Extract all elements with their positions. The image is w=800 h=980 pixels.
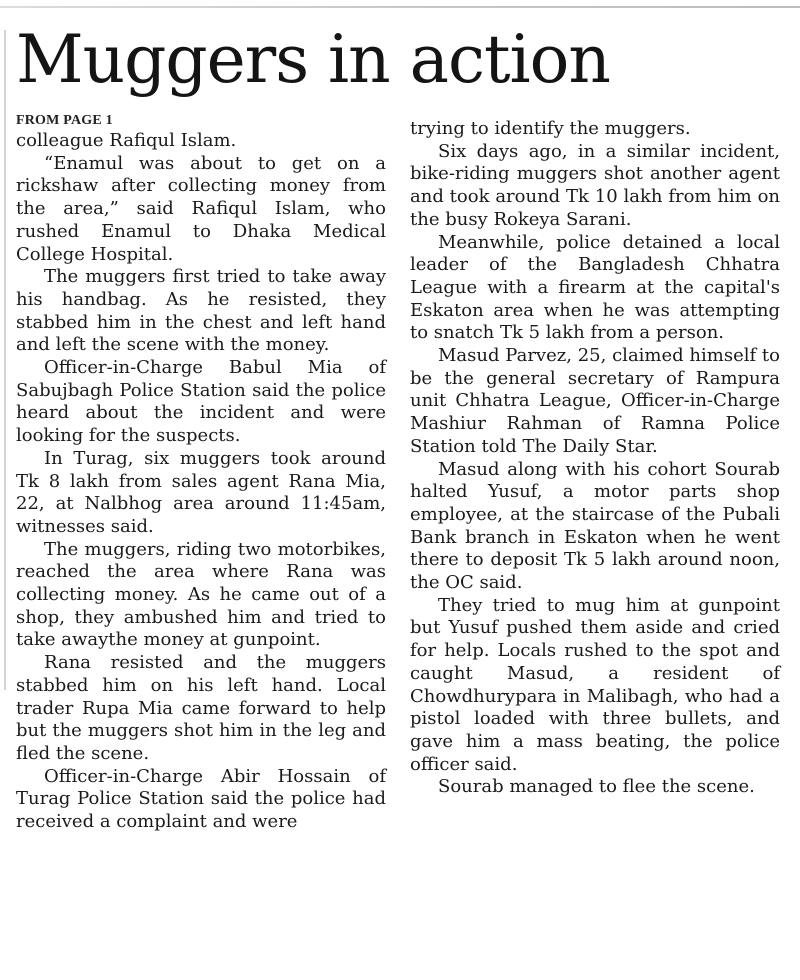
paragraph: Masud along with his cohort Sourab halted Yusuf, a motor parts shop employee, at the staircase of the Pubali Bank branch in Eskaton when he went there to deposit Tk 5 lakh around noon, the OC said. <box>410 458 780 594</box>
paragraph: Officer-in-Charge Abir Hossain of Turag Police Station said the police had received a complaint and were <box>16 765 386 833</box>
paragraph: Officer-in-Charge Babul Mia of Sabujbagh Police Station said the police heard about the incident and were looking for the suspects. <box>16 357 386 447</box>
paragraph: The muggers first tried to take away his handbag. As he resisted, they stabbed him in the chest and left hand and left the scene with the money. <box>16 266 386 356</box>
article-column-left <box>16 112 386 834</box>
paragraph: trying to identify the muggers. <box>410 118 691 139</box>
paragraph: The muggers, riding two motorbikes, reached the area where Rana was collecting money. As he came out of a shop, they ambushed him and tried to take awaythe money at gunpoint. <box>16 538 386 651</box>
paragraph: Meanwhile, police detained a local leader of the Bangladesh Chhatra League with a firearm at the capital's Eskaton area when he was attempting to snatch Tk 5 lakh from a person. <box>410 231 780 344</box>
paragraph: Six days ago, in a similar incident, bike-riding muggers shot another agent and took around Tk 10 lakh from him on the busy Rokeya Sarani. <box>410 140 780 230</box>
paragraph: Rana resisted and the muggers stabbed him on his left hand. Local trader Rupa Mia came forward to help but the muggers shot him in the leg and fled the scene. <box>16 652 386 764</box>
left-rule <box>4 30 6 690</box>
headline: Muggers in action <box>16 21 610 98</box>
paragraph: Sourab managed to flee the scene. <box>438 776 755 798</box>
paragraph: In Turag, six muggers took around Tk 8 lakh from sales agent Rana Mia, 22, at Nalbhog area around 11:45am, witnesses said. <box>16 447 386 537</box>
paragraph: They tried to mug him at gunpoint but Yusuf pushed them aside and cried for help. Locals rushed to the spot and caught Masud, a resident of Chowdhurypara in Malibagh, who had a pistol loaded with three bullets, and gave him a mass beating, the police officer said. <box>410 594 780 775</box>
paragraph: Masud Parvez, 25, claimed himself to be the general secretary of Rampura unit Chhatra League, Officer-in-Charge Mashiur Rahman of Ramna Police Station told The Daily Star. <box>410 345 780 457</box>
article-column-right <box>410 118 780 799</box>
paragraph: colleague Rafiqul Islam. <box>16 130 237 151</box>
top-rule <box>0 6 800 8</box>
jump-label: FROM PAGE 1 <box>16 113 113 128</box>
paragraph: “Enamul was about to get on a rickshaw after collecting money from the area,” said Rafiqul Islam, who rushed Enamul to Dhaka Medical College Hospital. <box>16 152 386 265</box>
